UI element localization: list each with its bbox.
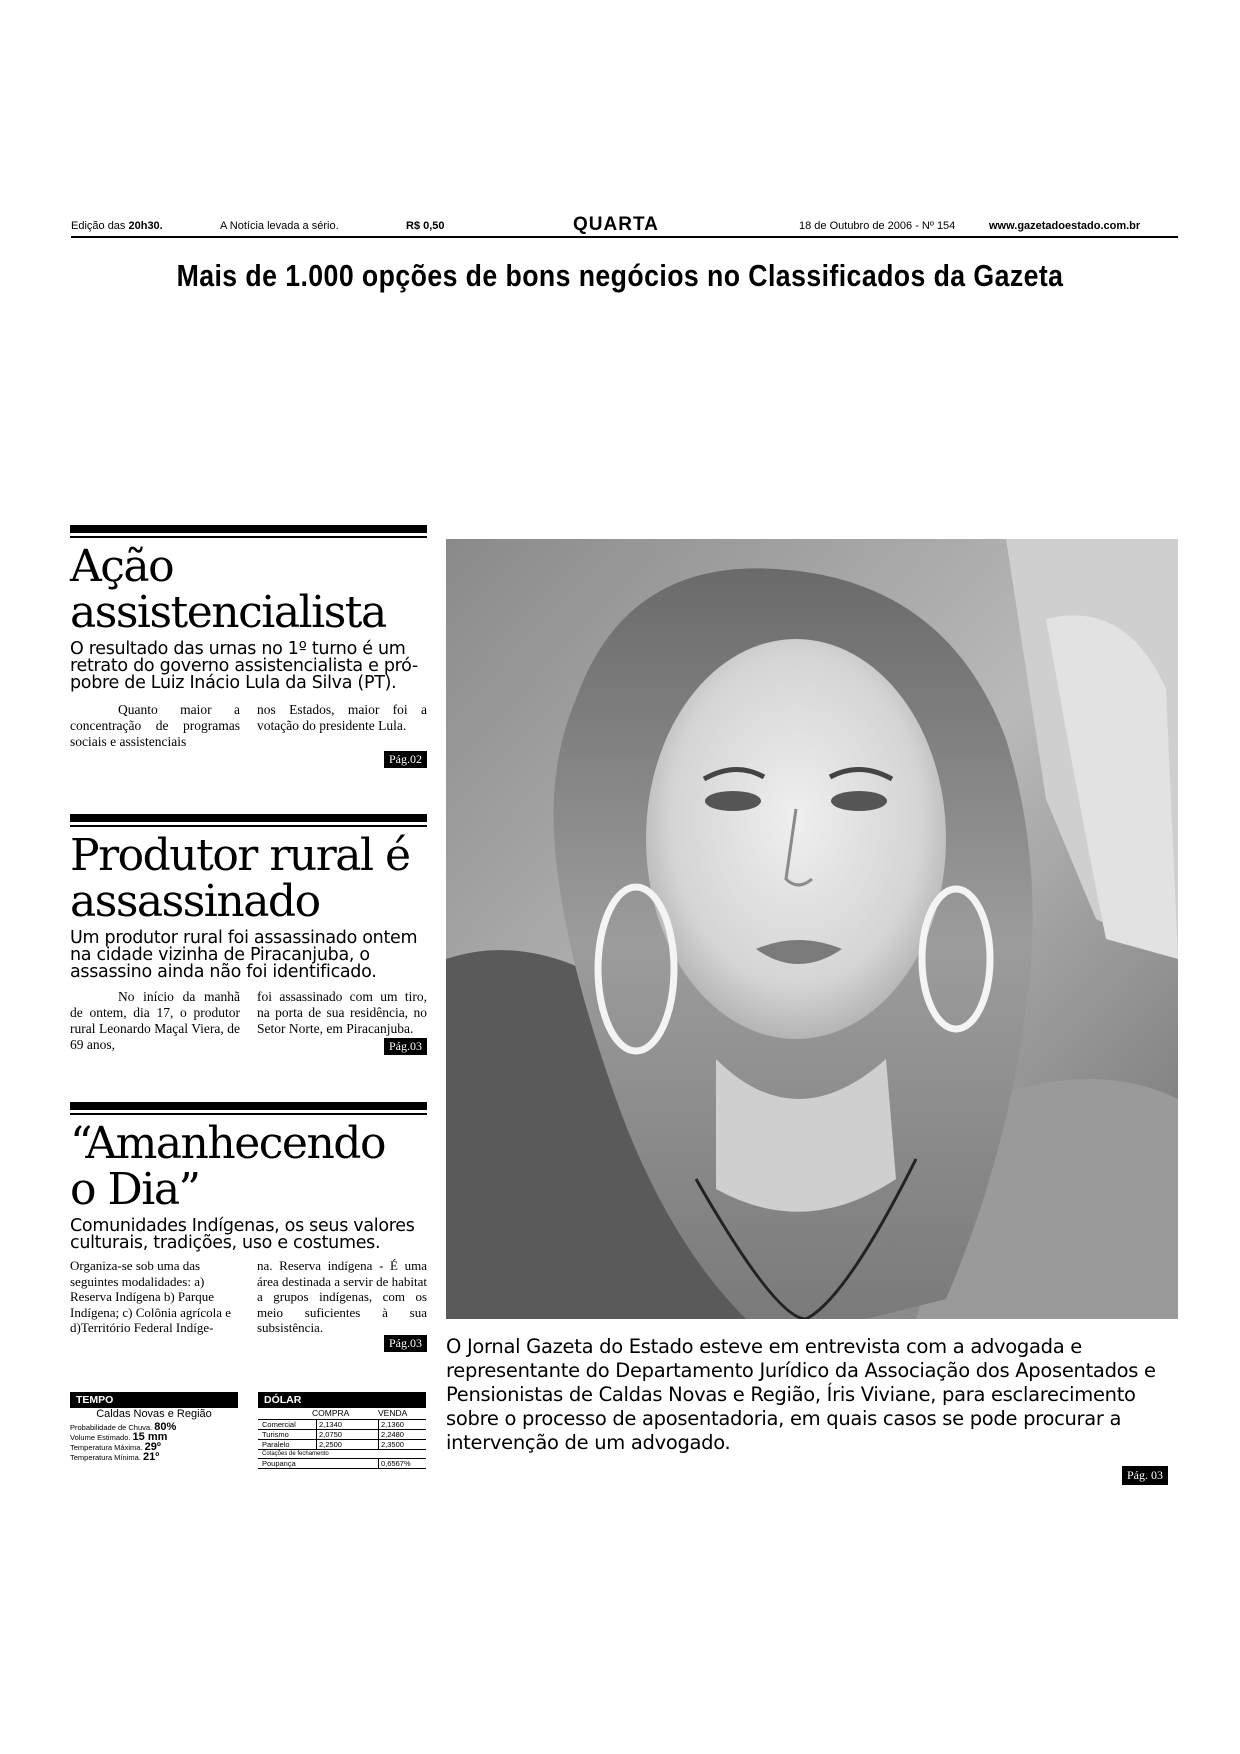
story-bar-thin: [70, 825, 427, 827]
weather-box: [70, 1392, 238, 1462]
dollar-col-buy: COMPRA: [312, 1408, 350, 1418]
story-title-line: o Dia”: [70, 1164, 200, 1215]
masthead: [71, 214, 1178, 236]
dollar-label: Comercial: [262, 1420, 296, 1429]
dollar-sell: 2,2480: [378, 1430, 404, 1439]
story-bar: [70, 1102, 427, 1110]
front-headline: Mais de 1.000 opções de bons negócios no Classificados da Gazeta: [176, 258, 1064, 293]
issue-date: 18 de Outubro de 2006 - Nº 154: [799, 220, 956, 232]
story-column-2: na. Reserva indígena - É uma área destinada a servir de habitat a grupos indígenas, com os meio suficientes à sua subsistência.: [257, 1258, 427, 1335]
photo-caption: O Jornal Gazeta do Estado esteve em entrevista com a advogada e representante do Departamento Jurídico da Associação dos Aposentados e Pensionistas de Caldas Novas e Região, Íris Viviane, para esclarecimento sobre o processo de aposentadoria, em quais casos se pode procurar a intervenção de um advogado.: [446, 1335, 1156, 1454]
dollar-label: Turismo: [262, 1430, 289, 1439]
dollar-row: [258, 1429, 426, 1439]
edition-time: 20h30.: [128, 220, 163, 232]
weather-label: Temperatura Máxima.: [70, 1443, 143, 1452]
weekday: QUARTA: [573, 214, 659, 235]
dollar-buy: 2,2500: [316, 1440, 342, 1449]
masthead-rule: [71, 236, 1178, 238]
story-column-1: Quanto maior a concentração de programas sociais e assistenciais: [70, 702, 240, 749]
weather-value: 29º: [144, 1441, 161, 1453]
portrait-photo: [446, 539, 1178, 1319]
dollar-row: [258, 1419, 426, 1429]
story-column-2: foi assassinado com um tiro, na porta de sua residência, no Setor Norte, em Piracanjuba.: [257, 989, 427, 1036]
weather-header: TEMPO: [70, 1392, 238, 1408]
dollar-buy: 2,0750: [316, 1430, 342, 1439]
story-subtitle: Um produtor rural foi assassinado ontem na cidade vizinha de Piracanjuba, o assassino ainda não foi identificado.: [70, 928, 418, 982]
dollar-sell: 2,3500: [378, 1440, 404, 1449]
weather-value: 21º: [142, 1451, 160, 1463]
dollar-header: DÓLAR: [258, 1392, 426, 1408]
slogan: A Notícia levada a sério.: [220, 220, 339, 232]
story-title: [70, 830, 427, 927]
story-body: [70, 989, 427, 1053]
dollar-label: Paralelo: [262, 1440, 290, 1449]
story-column-1: Organiza-se sob uma das seguintes modalidades: a) Reserva Indígena b) Parque Indígena; c) Colônia agrícola e d)Território Federal Indíge-: [70, 1258, 231, 1335]
edition-info: [71, 220, 163, 232]
story-bar: [70, 814, 427, 822]
story-column-1: No início da manhã de ontem, dia 17, o produtor rural Leonardo Maçal Viera, de 69 anos,: [70, 989, 240, 1052]
weather-location: Caldas Novas e Região: [96, 1408, 212, 1420]
poupanca-row: [258, 1458, 426, 1469]
story-subtitle: Comunidades Indígenas, os seus valores culturais, tradições, uso e costumes.: [70, 1216, 415, 1253]
dollar-col-sell: VENDA: [378, 1408, 408, 1418]
story-amanhecendo-o-dia: [70, 1102, 427, 1350]
dollar-note: [258, 1449, 426, 1458]
dollar-columns: [258, 1408, 426, 1419]
story-title-line: Produtor rural é: [70, 830, 410, 881]
story-body: [70, 702, 427, 766]
page-reference: Pág.03: [384, 1335, 427, 1352]
page-reference: Pág.03: [384, 1038, 427, 1055]
story-subtitle: O resultado das urnas no 1º turno é um retrato do governo assistencialista e pró-pobre de Luiz Inácio Lula da Silva (PT).: [70, 639, 418, 693]
story-acao-assistencialista: [70, 525, 427, 766]
story-title-line: assistencialista: [70, 587, 386, 638]
story-title: [70, 541, 427, 638]
weather-label: Probabilidade de Chuva.: [70, 1423, 153, 1432]
story-title-line: Ação: [70, 541, 174, 592]
story-bar: [70, 525, 427, 533]
story-title-line: assassinado: [70, 876, 320, 927]
story-title: [70, 1118, 427, 1215]
photo-page-reference: Pág. 03: [1122, 1466, 1168, 1485]
story-bar-thin: [70, 536, 427, 538]
weather-label: Temperatura Mínima.: [70, 1453, 141, 1462]
weather-label: Volume Estimado.: [70, 1433, 131, 1442]
price: R$ 0,50: [406, 220, 445, 232]
weather-row: [70, 1452, 238, 1462]
edition-prefix: Edição das: [71, 220, 129, 232]
story-body: [70, 1258, 427, 1350]
website: www.gazetadoestado.com.br: [989, 220, 1141, 232]
dollar-row: [258, 1439, 426, 1449]
story-produtor-rural: [70, 814, 427, 1053]
dollar-buy: 2,1340: [316, 1420, 342, 1429]
story-title-line: “Amanhecendo: [70, 1118, 385, 1169]
story-column-2: nos Estados, maior foi a votação do presidente Lula.: [257, 702, 427, 733]
poupanca-value: 0,6567%: [378, 1459, 411, 1468]
story-bar-thin: [70, 1113, 427, 1115]
dollar-sell: 2,1360: [378, 1420, 404, 1429]
page-reference: Pág.02: [384, 751, 427, 768]
dollar-note-text: Cotações de fechamento: [262, 1451, 329, 1457]
dollar-box: [258, 1392, 426, 1469]
portrait-photo-image: [446, 539, 1178, 1319]
weather-value: 80%: [154, 1421, 177, 1433]
poupanca-label: Poupança: [262, 1459, 296, 1468]
weather-value: 15 mm: [132, 1431, 168, 1443]
